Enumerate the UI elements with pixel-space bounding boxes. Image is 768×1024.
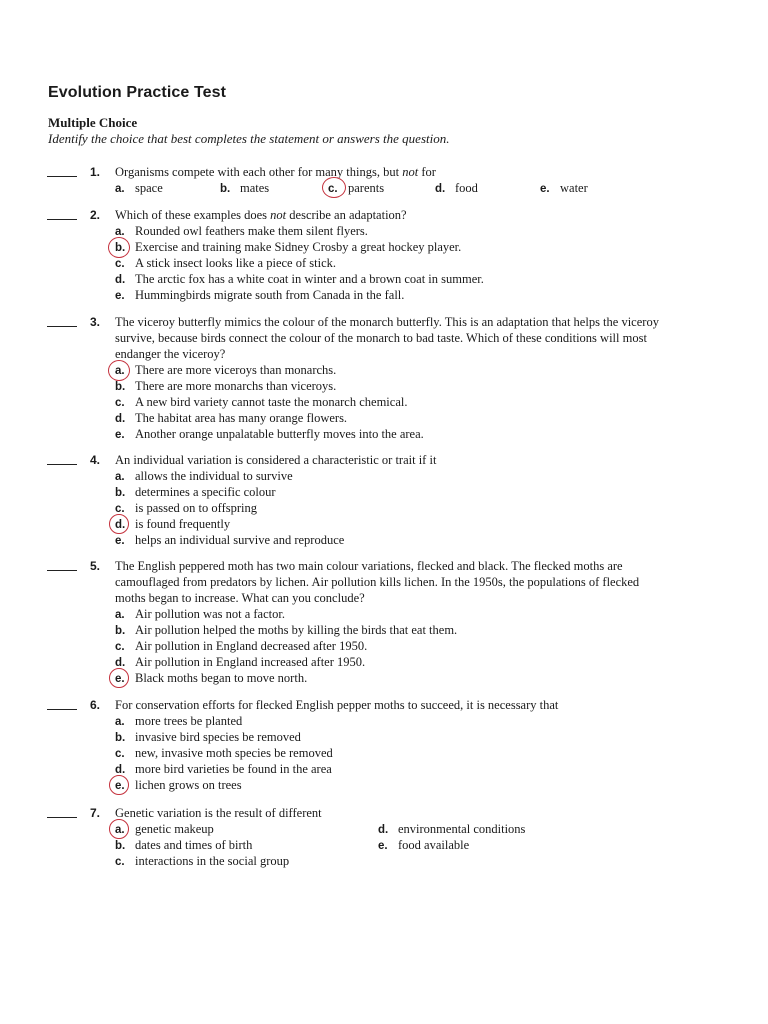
option-c: c. interactions in the social group [115,854,290,868]
option-c: c. parents [328,181,385,195]
option-b: b. mates [220,181,270,195]
section-heading: Multiple Choice [48,115,138,130]
question-number: 5. [90,559,101,573]
option-b: b. dates and times of birth [115,838,253,852]
option-a: a. There are more viceroys than monarchs. [115,363,337,377]
question-number: 3. [90,315,101,329]
option-e: e. Hummingbirds migrate south from Canada in the fall. [115,288,405,302]
option-a: a. space [115,181,163,195]
option-d: d. The habitat area has many orange flowers. [115,411,348,425]
option-a: a. allows the individual to survive [115,469,293,483]
question-text: The viceroy butterfly mimics the colour of the monarch butterfly. This is an adaptation that helps the viceroy survive, because birds connect the colour of the monarch to bad taste. Which of these conditions will most endanger the viceroy? [115,315,659,361]
option-d: d. Air pollution in England increased after 1950. [115,655,366,669]
instructions: Identify the choice that best completes the statement or answers the question. [48,131,450,146]
option-c: c. A stick insect looks like a piece of stick. [115,256,336,270]
option-d: d. more bird varieties be found in the area [115,762,332,776]
answer-blank[interactable] [47,709,77,710]
option-b: b. Exercise and training make Sidney Crosby a great hockey player. [115,240,462,254]
option-a: a. more trees be planted [115,714,243,728]
question-text: An individual variation is considered a characteristic or trait if it [115,453,437,467]
option-a: a. Rounded owl feathers make them silent flyers. [115,224,368,238]
answer-blank[interactable] [47,176,77,177]
question-text: For conservation efforts for flecked English pepper moths to succeed, it is necessary that [115,698,559,712]
option-e: e. Another orange unpalatable butterfly moves into the area. [115,427,424,441]
option-e: e. food available [378,838,470,852]
answer-blank[interactable] [47,817,77,818]
option-a: a. genetic makeup [115,822,214,836]
answer-blank[interactable] [47,219,77,220]
option-c: c. is passed on to offspring [115,501,257,515]
option-d: d. environmental conditions [378,822,526,836]
answer-blank[interactable] [47,326,77,327]
option-c: c. new, invasive moth species be removed [115,746,333,760]
option-e: e. Black moths began to move north. [115,671,308,685]
answer-blank[interactable] [47,570,77,571]
question-text: The English peppered moth has two main colour variations, flecked and black. The flecked moths are camouflaged from predators by lichen. Air pollution kills lichen. In the 1950s, the populations of flecked moths began to increase. What can you conclude? [115,559,640,605]
option-d: d. The arctic fox has a white coat in winter and a brown coat in summer. [115,272,484,286]
option-b: b. invasive bird species be removed [115,730,301,744]
question-text: Organisms compete with each other for many things, but not for [115,165,436,179]
option-b: b. There are more monarchs than viceroys. [115,379,337,393]
option-d: d. is found frequently [115,517,231,531]
question-number: 7. [90,806,101,820]
answer-blank[interactable] [47,464,77,465]
option-a: a. Air pollution was not a factor. [115,607,285,621]
option-b: b. determines a specific colour [115,485,276,499]
question-number: 2. [90,208,101,222]
option-e: e. lichen grows on trees [115,778,242,792]
page-title: Evolution Practice Test [48,84,227,101]
question-number: 1. [90,165,101,179]
option-d: d. food [435,181,478,195]
option-e: e. water [540,181,588,195]
option-c: c. A new bird variety cannot taste the monarch chemical. [115,395,408,409]
option-c: c. Air pollution in England decreased after 1950. [115,639,368,653]
question-text: Genetic variation is the result of different [115,806,322,820]
question-text: Which of these examples does not describe an adaptation? [115,208,407,222]
option-e: e. helps an individual survive and reproduce [115,533,345,547]
question-number: 4. [90,453,101,467]
question-number: 6. [90,698,101,712]
option-b: b. Air pollution helped the moths by killing the birds that eat them. [115,623,458,637]
